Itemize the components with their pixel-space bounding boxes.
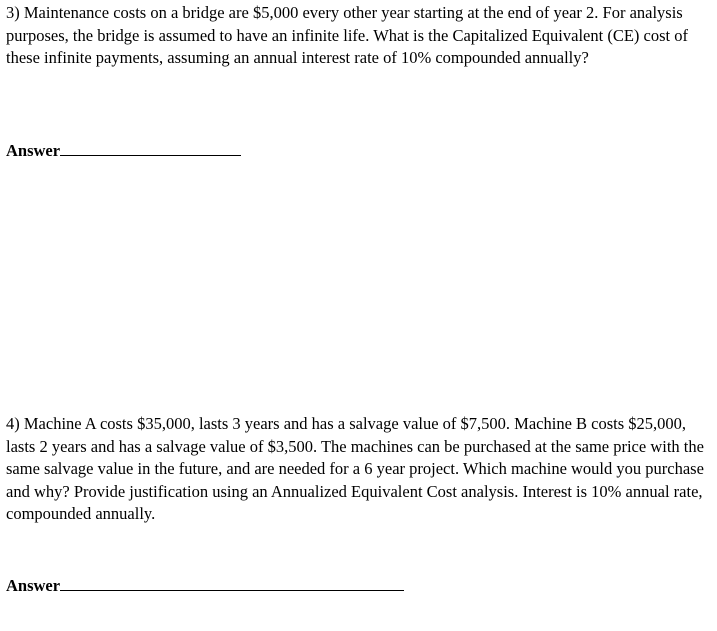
question-3-answer-label: Answer [6,141,61,160]
question-3-text: 3) Maintenance costs on a bridge are $5,000 every other year starting at the end of year 2. For analysis purposes, the bridge is assumed to have an infinite life. What is the Capitalized Equivalent (CE) cost of these infinite payments, assuming an annual interest rate of 10% compounded annually? [6,3,688,67]
question-3-answer-blank[interactable] [60,140,241,156]
question-4-answer-blank[interactable] [60,575,404,591]
question-3-answer-field[interactable] [6,140,241,161]
question-4-text: 4) Machine A costs $35,000, lasts 3 years and has a salvage value of $7,500. Machine B costs $25,000, lasts 2 years and has a salvage value of $3,500. The machines can be purchased at the same price with the same salvage value in the future, and are needed for a 6 year project. Which machine would you purchase and why? Provide justification using an Annualized Equivalent Cost analysis. Interest is 10% annual rate, compounded annually. [6,414,704,523]
question-4-answer-label: Answer [6,576,61,595]
question-4-answer-field[interactable] [6,575,404,596]
